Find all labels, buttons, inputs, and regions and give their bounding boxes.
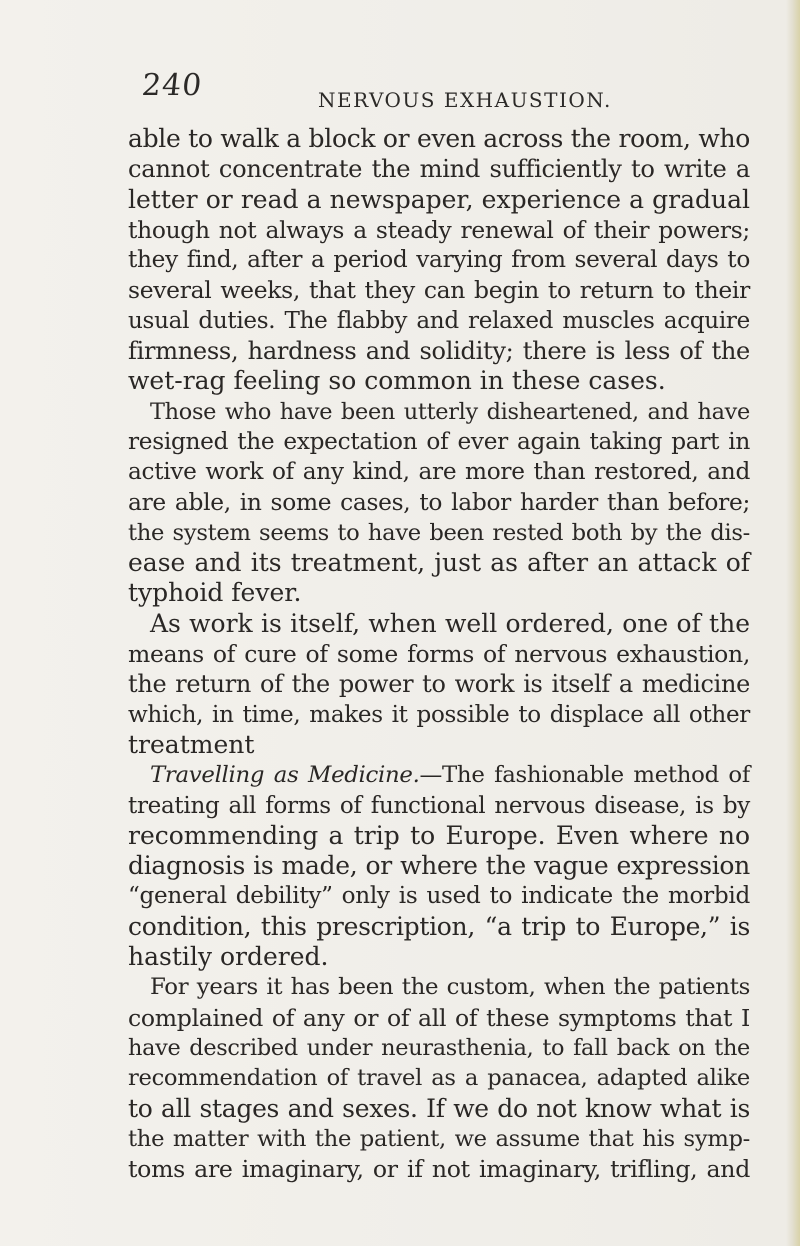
- text-line: are able, in some cases, to labor harder than before;: [128, 488, 750, 516]
- text-line: —The fashionable method of: [419, 762, 750, 789]
- text-line: firmness, hardness and solidity; there is less of the: [128, 337, 750, 366]
- text-line: letter or read a newspaper, experience a gradual: [128, 184, 750, 214]
- text-line: treating all forms of functional nervous disease, is by: [128, 792, 750, 819]
- text-line: recommendation of travel as a panacea, adapted alike: [128, 1065, 750, 1092]
- running-head: NERVOUS EXHAUSTION.: [318, 88, 612, 112]
- text-line: typhoid fever.: [128, 578, 302, 608]
- section-heading: Travelling as Medicine.: [150, 762, 420, 789]
- text-line: the system seems to have been rested both by the dis-: [128, 519, 750, 546]
- text-line: active work of any kind, are more than restored, and: [128, 458, 750, 486]
- section-heading-line: [128, 760, 750, 790]
- text-line: As work is itself, when well ordered, one of the: [150, 608, 750, 638]
- text-line: which, in time, makes it possible to displace all other: [128, 701, 750, 728]
- text-line: have described under neurasthenia, to fall back on the: [128, 1034, 750, 1061]
- text-line: wet-rag feeling so common in these cases.: [128, 366, 666, 396]
- text-line: able to walk a block or even across the room, who: [128, 124, 750, 153]
- text-line: “general debility” only is used to indicate the morbid: [128, 883, 750, 910]
- text-line: toms are imaginary, or if not imaginary, trifling, and: [128, 1155, 750, 1184]
- text-line: complained of any or of all of these symptoms that I: [128, 1003, 750, 1032]
- text-line: though not always a steady renewal of their powers;: [128, 215, 750, 244]
- text-line: usual duties. The flabby and relaxed muscles acquire: [128, 307, 750, 334]
- text-line: ease and its treatment, just as after an attack of: [128, 548, 750, 578]
- text-line: the matter with the patient, we assume that his symp-: [128, 1125, 750, 1152]
- text-line: hastily ordered.: [128, 942, 329, 972]
- text-line: recommending a trip to Europe. Even where no: [128, 820, 750, 850]
- text-line: condition, this prescription, “a trip to Europe,” is: [128, 911, 750, 941]
- text-line: the return of the power to work is itself a medicine: [128, 670, 750, 699]
- text-line: resigned the expectation of ever again taking part in: [128, 427, 750, 455]
- text-line: Those who have been utterly disheartened, and have: [150, 398, 750, 425]
- text-line: treatment: [128, 729, 255, 759]
- text-line: cannot concentrate the mind sufficiently to write a: [128, 155, 750, 184]
- page-edge-shadow: [786, 0, 800, 1246]
- body-text: [128, 124, 750, 1184]
- text-line: For years it has been the custom, when the patients: [150, 974, 750, 1001]
- text-line: they find, after a period varying from several days to: [128, 246, 750, 274]
- page-header: [0, 68, 800, 112]
- page-number: 240: [140, 68, 205, 103]
- text-line: to all stages and sexes. If we do not know what is: [128, 1093, 750, 1123]
- text-line: diagnosis is made, or where the vague expression: [128, 851, 750, 881]
- text-line: several weeks, that they can begin to return to their: [128, 276, 750, 305]
- text-line: means of cure of some forms of nervous exhaustion,: [128, 640, 750, 669]
